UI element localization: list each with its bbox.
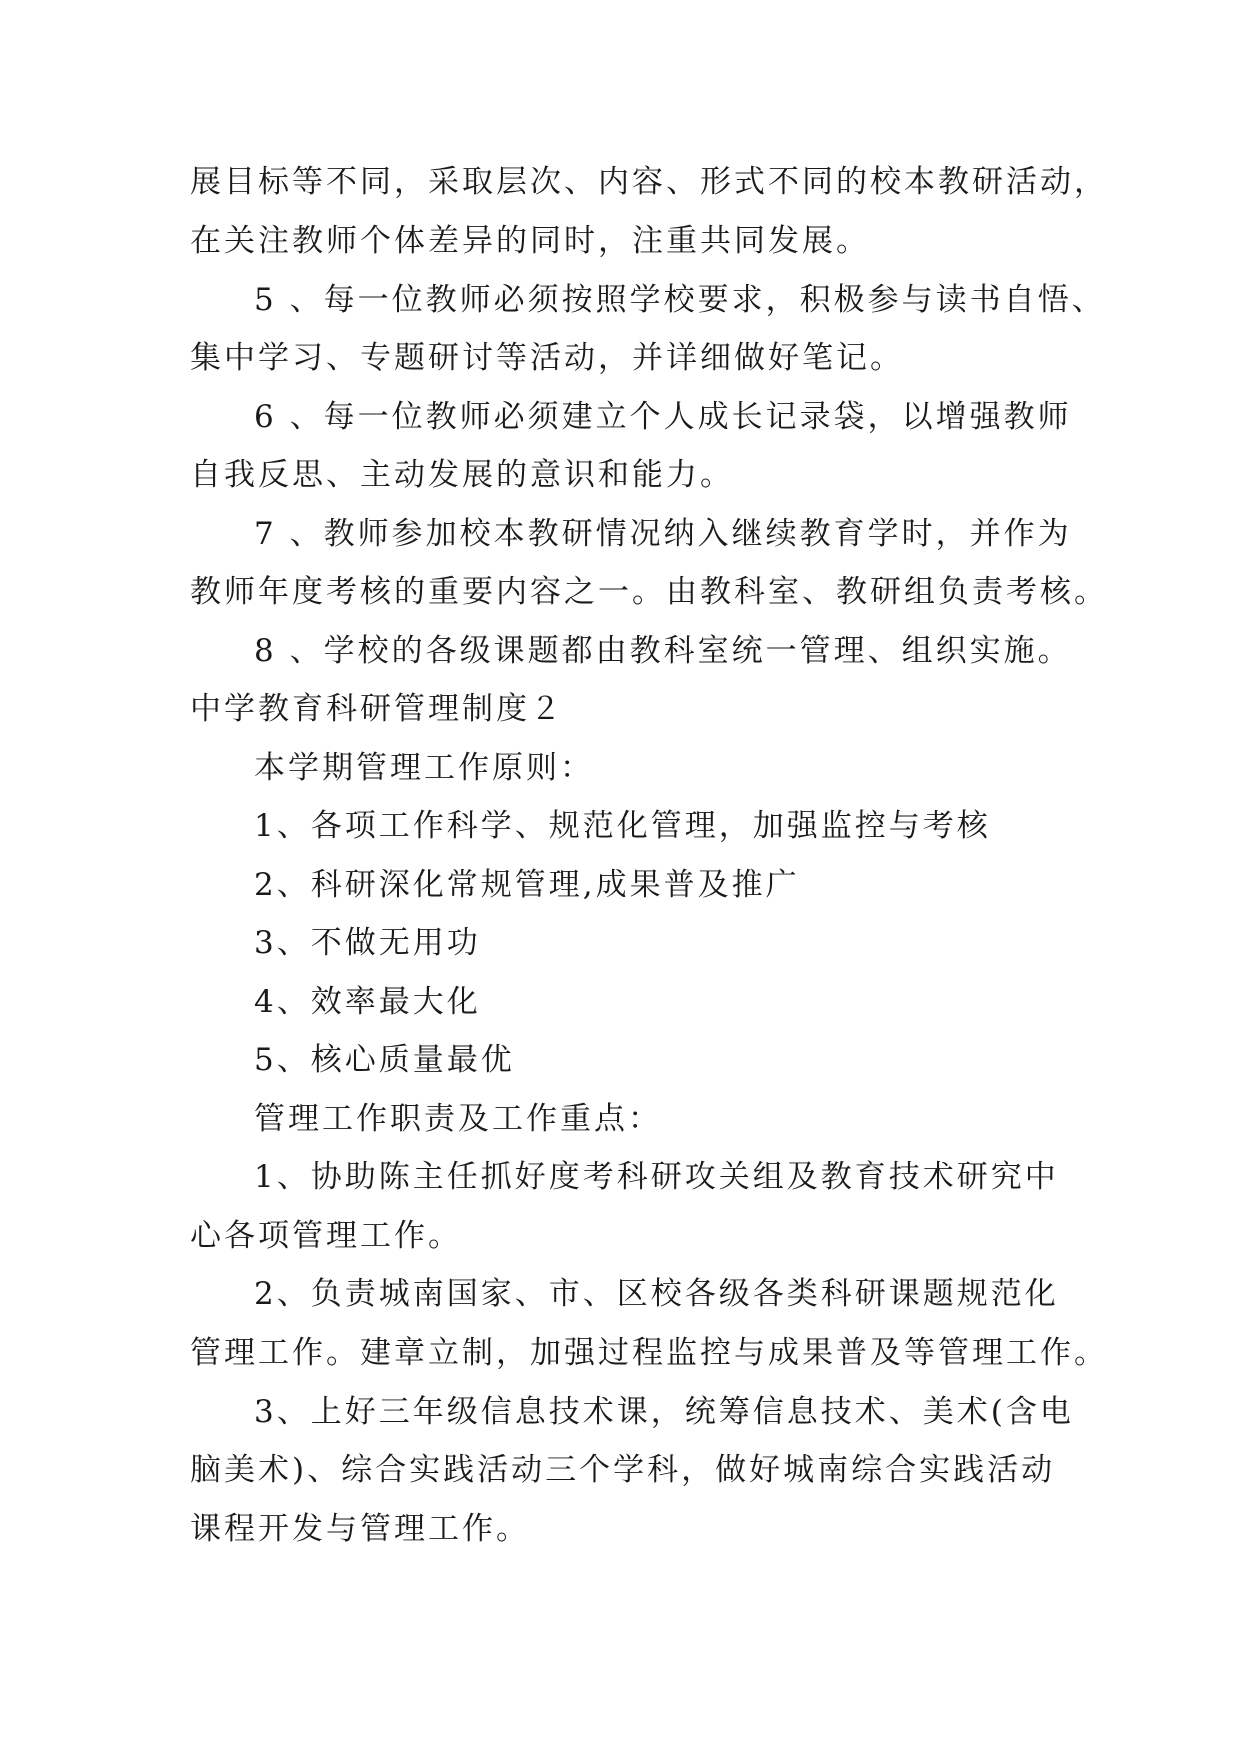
text-line: 5 、每一位教师必须按照学校要求，积极参与读书自悟、 <box>254 282 1106 318</box>
text-line: 集中学习、专题研讨等活动，并详细做好笔记。 <box>190 340 904 376</box>
text-line: 自我反思、主动发展的意识和能力。 <box>190 457 734 493</box>
list-item: 2、负责城南国家、市、区校各级各类科研课题规范化 <box>254 1276 1059 1312</box>
text-line: 8 、学校的各级课题都由教科室统一管理、组织实施。 <box>254 633 1072 669</box>
list-item: 4、效率最大化 <box>254 984 481 1020</box>
text-line: 管理工作职责及工作重点： <box>254 1101 662 1137</box>
list-item: 5、核心质量最优 <box>254 1042 515 1078</box>
section-title: 中学教育科研管理制度２ <box>190 691 564 727</box>
text-line: 6 、每一位教师必须建立个人成长记录袋，以增强教师 <box>254 399 1072 435</box>
list-item: 2、科研深化常规管理,成果普及推广 <box>254 867 800 903</box>
list-item: 1、协助陈主任抓好度考科研攻关组及教育技术研究中 <box>254 1159 1059 1195</box>
text-line: 心各项管理工作。 <box>190 1218 462 1254</box>
text-line: 教师年度考核的重要内容之一。由教科室、教研组负责考核。 <box>190 574 1108 610</box>
text-line: 在关注教师个体差异的同时，注重共同发展。 <box>190 223 870 259</box>
text-line: 管理工作。建章立制，加强过程监控与成果普及等管理工作。 <box>190 1335 1108 1371</box>
list-item: 3、上好三年级信息技术课，统筹信息技术、美术(含电 <box>254 1394 1074 1430</box>
list-item: 1、各项工作科学、规范化管理，加强监控与考核 <box>254 808 991 844</box>
list-item: 3、不做无用功 <box>254 925 481 961</box>
text-line: 本学期管理工作原则： <box>254 750 594 786</box>
text-line: 7 、教师参加校本教研情况纳入继续教育学时，并作为 <box>254 516 1072 552</box>
text-line: 展目标等不同，采取层次、内容、形式不同的校本教研活动， <box>190 164 1108 200</box>
text-line: 课程开发与管理工作。 <box>190 1511 530 1547</box>
text-line: 脑美术)、综合实践活动三个学科，做好城南综合实践活动 <box>190 1452 1056 1488</box>
